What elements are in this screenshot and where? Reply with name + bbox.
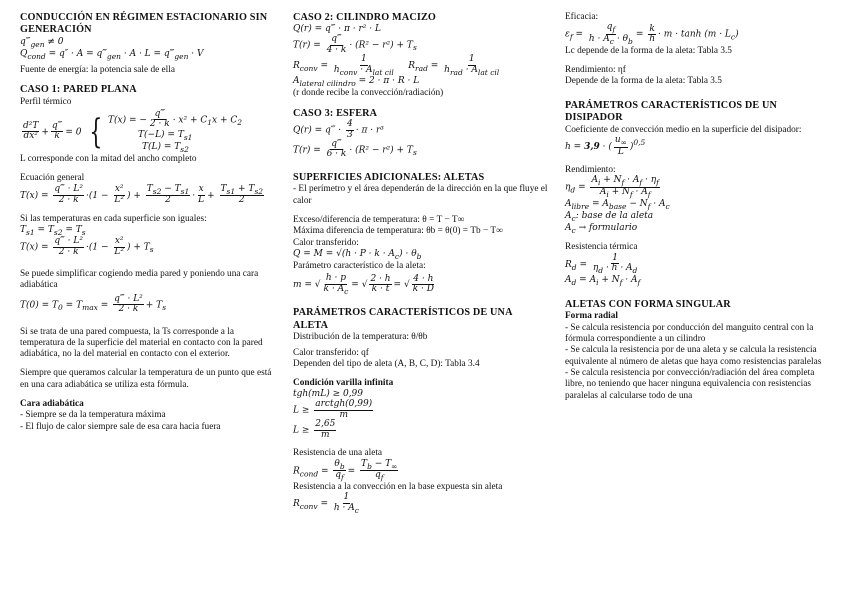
equation-ac1: $A_c$: base de la aleta [565,210,654,223]
equation-t-sph: T(r) = $\frac{q‴}{6 \cdot k}$ · $(R^2 - r^2) + T_s$ [293,138,417,160]
text-res-term: Resistencia térmica [565,242,638,253]
equation-rconv-rrad: $R_{conv}$ = $\frac{1}{h_{conv} \cdot A_{lat cil}}$ $R_{rad}$ = $\frac{1}{h_{rad} \cdot A_{lat cil}}$ [293,54,500,77]
bullet-cara-2: - El flujo de calor siempre sale de esa cara hacia fuera [20,421,221,432]
text-dependen: Dependen del tipo de aleta (A, B, C, D): Tabla 3.4 [293,358,480,369]
text-exceso: Exceso/diferencia de temperatura: θ = T − T∞ [293,214,465,225]
text-iguales: Si las temperaturas en cada superficie son iguales: [20,213,207,224]
equation-qcond: $Q_{cond} = q'' \cdot A$ = $q‴_{gen} \cdot A \cdot L$ = $q‴_{gen} \cdot V$ [20,48,204,61]
equation-rd: $R_d$ = $\frac{1}{\eta_d \cdot h \cdot A_d}$ [565,252,638,276]
text-maxima: Máxima diferencia de temperatura: θb = θ(0) = Tb − T∞ [293,226,503,237]
text-calor: Calor transferido: [293,237,359,248]
text-lcorr: L corresponde con la mitad del ancho completo [20,154,197,165]
text-perfil: Perfil térmico [20,96,72,107]
text-coef: Coeficiente de convección medio en la superficie del disipador: [565,124,802,135]
text-res-aleta: Resistencia de una aleta [293,448,383,459]
bullet-radial-2: - Se calcula la resistencia por de una aleta y se calcula la resistencia equivalente al número de aletas que haya como resistencias paralelas [565,345,822,367]
equation-ts: $T_{s1} = T_{s2} = T_s$ [20,225,86,237]
section-title-conduccion: CONDUCCIÓN EN RÉGIMEN ESTACIONARIO SIN GENERACIÓN [20,12,268,36]
equation-qgen: $q‴_{gen} \ne 0$ [20,36,64,49]
text-calor-tr: Calor transferido: qf [293,347,369,358]
section-title-caso1: CASO 1: PARED PLANA [20,84,137,96]
text-param: Parámetro característico de la aleta: [293,260,426,271]
text-rend2: Rendimiento: [565,164,616,175]
equation-m: m = √ $\frac{h \cdot p}{k \cdot A_c}$ = √ $\frac{2 \cdot h}{k \cdot t}$ = √ $\frac{4 \cdot h}{k \cdot D}$ [293,273,434,296]
section-title-aletas-singular: ALETAS CON FORMA SINGULAR [565,298,731,310]
section-title-caso2: CASO 2: CILINDRO MACIZO [293,12,436,23]
section-title-disipador: PARÁMETROS CARACTERÍSTICOS DE UN DISIPADOR [565,99,778,124]
section-title-param-aleta: PARÁMETROS CARACTERÍSTICOS DE UNA ALETA [293,307,513,331]
column-middle [293,12,548,514]
equation-alat: $A_{lateral cilindro} = 2 \cdot \pi \cdot R \cdot L$ [293,76,420,89]
equation-ac2: $A_c$ → formulario [565,222,638,235]
column-left [20,12,278,433]
section-title-superficies: SUPERFICIES ADICIONALES: ALETAS [293,171,485,183]
subtitle-condicion: Condición varilla infinita [293,378,394,389]
equation-L2: L ≥ $\frac{2,65}{m}$ [293,419,336,440]
text-rend: Rendimiento: ηf [565,65,626,75]
equation-h: h = 3,9 · ( $\frac{u_\infty}{L}$ )$^{0,5}$ [565,134,646,157]
text-fuente: Fuente de energía: la potencia sale de ella [20,64,175,75]
section-title-caso3: CASO 3: ESFERA [293,107,378,119]
bullet-radial-3: - Se calcula resistencia por convección/radiación del área completa libre, no teniendo que hacer ninguna equivalencia con resistencias paralelas al calcularse todo de una [565,367,815,401]
equation-system: $\frac{\text{d²T}}{\text{dx²}}$ + $\frac{q‴}{k}$ = 0 { T(x) = − $\frac{q‴}{2 \cdot k}$ · $x^2 + C_1x + C_2$ $T(-L) = T_{s1}$ $T(L) = T_{s2}$ [23,108,243,154]
equation-t-cyl: T(r) = $\frac{q‴}{4 \cdot k}$ · $(R^2 - r^2) + T_s$ [293,34,417,55]
equation-ad: $A_d = A_i + N_f \cdot A_f$ [565,274,641,287]
equation-Q-fin: $Q = M = √(h \cdot P \cdot k \cdot A_c) \cdot \theta_b$ [293,248,422,261]
subtitle-cara: Cara adiabática [20,399,84,410]
column-right [565,12,835,402]
text-eficacia: Eficacia: [565,12,599,22]
text-lc: Lc depende de la forma de la aleta: Tabla 3.5 [565,45,732,56]
equation-q-cyl: Q(r) = q‴ · π · r² · L [293,24,381,35]
equation-rcond: $R_{cond}$ = $\frac{\theta_b}{q_f}$ = $\frac{T_b - T_\infty}{q_f}$ [293,458,398,482]
subtitle-forma-radial: Forma radial [565,311,618,322]
text-dep: Depende de la forma de la aleta: Tabla 3.5 [565,76,722,87]
equation-tgh: tgh(mL) ≥ 0,99 [293,389,364,400]
text-distrib: Distribución de la temperatura: θ/θb [293,332,428,343]
text-res-conv: Resistencia a la convección en la base expuesta sin aleta [293,481,503,492]
equation-t0: $T(0) = T_0 = T_{max}$ = $\frac{\text{q‴ · L²}}{2 \cdot k}$ + $T_s$ [20,293,167,315]
equation-eta: $\eta_d$ = $\frac{A_i + N_f \cdot A_f \cdot \eta_f}{A_i + N_f \cdot A_f}$ [565,175,659,199]
equation-alibre: $A_{libre} = A_{base} - N_f \cdot A_c$ [565,198,670,211]
equation-iguales: T(x) = $\frac{\text{q‴ · L²}}{2 \cdot k}$ ·(1 − $\frac{\text{x²}}{\text{L²}}$ ) + $T_s$ [20,236,154,257]
bullet-superficies: - El perímetro y el área dependerán de la dirección en la que fluye el calor [293,184,548,206]
text-ecgen: Ecuación general [20,173,85,184]
equation-rconv: $R_{conv}$ = $\frac{1}{h \cdot A_c}$ [293,492,359,515]
text-compuesta: Si se trata de una pared compuesta, la Ts corresponde a la temperatura de la superficie del material en contacto con la pared adiabática, no la del material en contacto con el exterior. [20,326,263,360]
equation-eficacia: $\varepsilon_f$ = $\frac{q_f}{h \cdot A_c \cdot \theta_b}$ = $\frac{k}{h}$ · $m \cdot \tanh (m \cdot L_c)$ [565,22,739,46]
equation-L1: L ≥ $\frac{\text{arctgh(0,99)}}{m}$ [293,399,373,420]
bullet-radial-1: - Se calcula resistencia por conducción del manguito central con la fórmula correspondiente a un cilindro [565,322,814,344]
text-donde: (r donde recibe la convección/radiación) [293,88,444,99]
equation-general: T(x) = $\frac{\text{q‴ · L²}}{2 \cdot k}$ ·(1 − $\frac{\text{x²}}{\text{L²}}$ ) + $\frac{T_{s2} - T_{s1}}{2}$ · $\frac{x}{L}$ + $\frac{T_{s1} + T_{s2}}{2}$ [20,183,264,206]
text-siempre: Siempre que queramos calcular la temperatura de un punto que está en una cara adiabática se utiliza esta fórmula. [20,368,272,390]
bullet-cara-1: - Siempre se da la temperatura máxima [20,410,166,421]
text-simplificar: Se puede simplificar cogiendo media pared y poniendo una cara adiabática [20,268,259,291]
equation-q-sph: Q(r) = q‴ · $\frac{4}{3}$ · π · r³ [293,119,384,140]
